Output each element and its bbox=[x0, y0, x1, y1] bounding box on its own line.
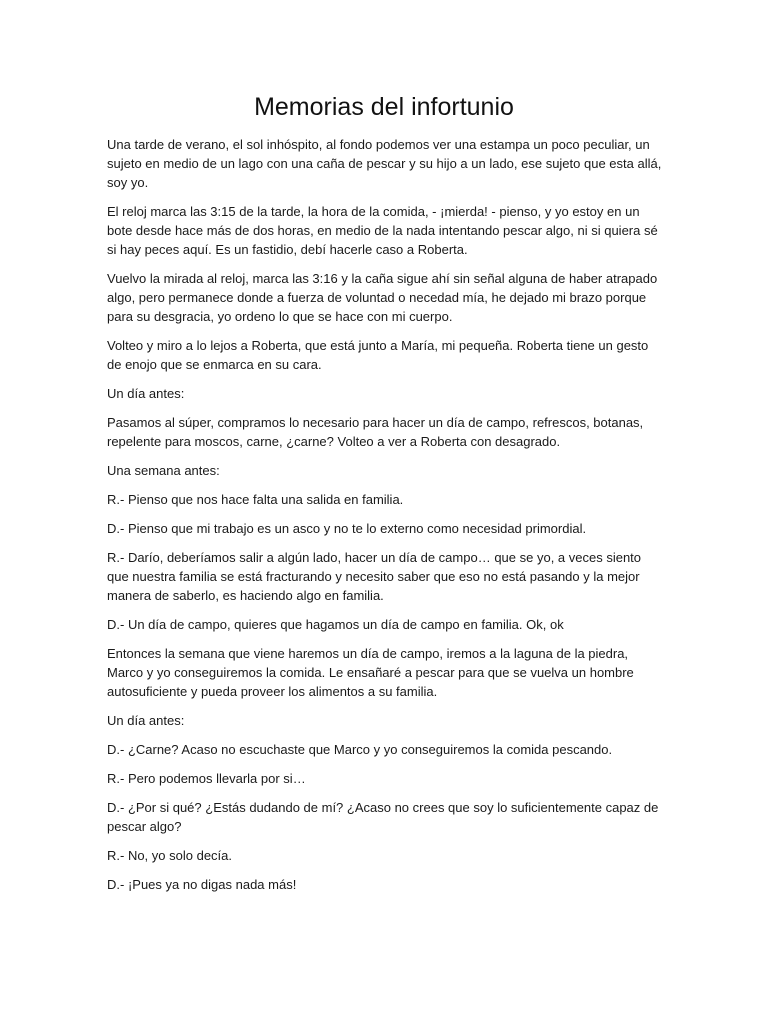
paragraph: Vuelvo la mirada al reloj, marca las 3:16 y la caña sigue ahí sin señal alguna de haber atrapado algo, pero permanece donde a fuerza de voluntad o necedad mía, he dejado mi brazo porque para su desgracia, yo ordeno lo que se hace con mi cuerpo. bbox=[107, 271, 658, 324]
paragraph: Pasamos al súper, compramos lo necesario para hacer un día de campo, refrescos, botanas, repelente para moscos, carne, ¿carne? Volteo a ver a Roberta con desagrado. bbox=[107, 415, 644, 449]
paragraph: D.- Un día de campo, quieres que hagamos un día de campo en familia. Ok, ok bbox=[107, 617, 564, 632]
paragraph: Entonces la semana que viene haremos un día de campo, iremos a la laguna de la piedra, Marco y yo conseguiremos la comida. Le ensañaré a pescar para que se vuelva un hombre autosuficiente y pueda proveer los alimentos a su familia. bbox=[107, 646, 634, 699]
document-title: Memorias del infortunio bbox=[254, 93, 514, 121]
paragraph: R.- No, yo solo decía. bbox=[107, 848, 232, 863]
paragraph: D.- ¡Pues ya no digas nada más! bbox=[107, 877, 297, 892]
paragraph: Un día antes: bbox=[107, 713, 185, 728]
paragraph: Una semana antes: bbox=[107, 463, 220, 478]
paragraph: D.- ¿Carne? Acaso no escuchaste que Marco y yo conseguiremos la comida pescando. bbox=[107, 742, 613, 757]
paragraph: Volteo y miro a lo lejos a Roberta, que está junto a María, mi pequeña. Roberta tiene un gesto de enojo que se enmarca en su cara. bbox=[107, 338, 649, 372]
paragraph: R.- Pero podemos llevarla por si… bbox=[107, 771, 306, 786]
paragraph: El reloj marca las 3:15 de la tarde, la hora de la comida, - ¡mierda! - pienso, y yo estoy en un bote desde hace más de dos horas, en medio de la nada intentando pescar algo, ni si quiera sé si hay peces aquí. Es un fastidio, debí hacerle caso a Roberta. bbox=[107, 204, 658, 257]
paragraph: Una tarde de verano, el sol inhóspito, al fondo podemos ver una estampa un poco peculiar, un sujeto en medio de un lago con una caña de pescar y su hijo a un lado, ese sujeto que esta allá, soy yo. bbox=[107, 137, 662, 190]
paragraph: D.- ¿Por si qué? ¿Estás dudando de mí? ¿Acaso no crees que soy lo suficientemente capaz de pescar algo? bbox=[107, 800, 659, 834]
paragraph: R.- Pienso que nos hace falta una salida en familia. bbox=[107, 492, 404, 507]
paragraph: D.- Pienso que mi trabajo es un asco y no te lo externo como necesidad primordial. bbox=[107, 521, 587, 536]
paragraph: Un día antes: bbox=[107, 386, 185, 401]
paragraph: R.- Darío, deberíamos salir a algún lado, hacer un día de campo… que se yo, a veces siento que nuestra familia se está fracturando y necesito saber que eso no está pasando y la mejor manera de saberlo, es haciendo algo en familia. bbox=[107, 550, 642, 603]
document-body bbox=[107, 135, 663, 904]
